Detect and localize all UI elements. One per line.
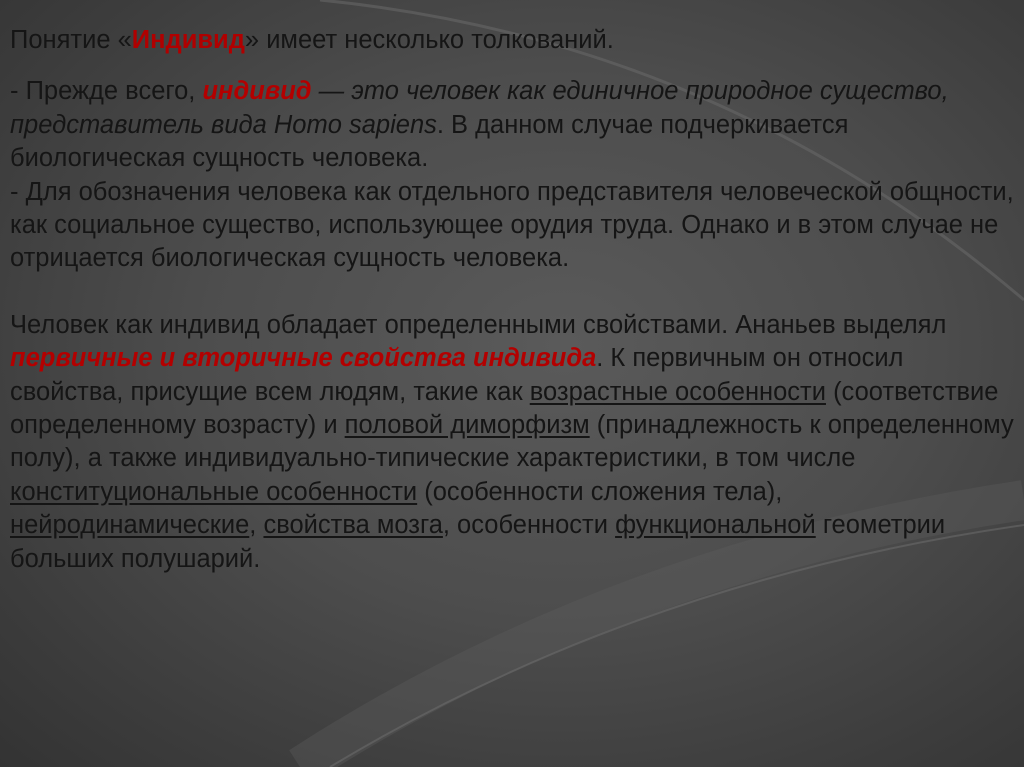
p1-lead: - Прежде всего, xyxy=(10,77,203,106)
underlined-functional: функциональной xyxy=(615,511,816,540)
p3-text-2: . К первичным он относил свойства, присущие всем людям, такие как xyxy=(10,344,904,406)
underlined-neurodynamic: нейродинамические xyxy=(10,511,250,540)
p1-rest: . В данном случае подчеркивается биологическая сущность человека. xyxy=(10,110,849,173)
p3-text-3: (соответствие определенному возрасту) и xyxy=(10,377,999,440)
definition-paragraph-1 xyxy=(10,75,1016,175)
underlined-brain-properties: свойства мозга xyxy=(263,511,443,540)
p3-text-7: , особенности xyxy=(442,511,616,540)
p3-text-4: (принадлежность к определенному полу), а также индивидуально-типические характеристики, в том числе xyxy=(10,411,1014,473)
p3-text-8: геометрии больших полушарий. xyxy=(10,511,946,573)
heading-text-before: Понятие « xyxy=(10,26,132,54)
p3-text-1: Человек как индивид обладает определенными свойствами. Ананьев выделял xyxy=(10,310,947,339)
p3-text-5: (особенности сложения тела), xyxy=(417,477,783,506)
heading-term: Индивид xyxy=(131,26,245,54)
p1-term: индивид xyxy=(202,77,312,106)
p3-text-6: , xyxy=(249,511,264,540)
p3-highlight-properties: первичные и вторичные свойства индивида xyxy=(10,344,597,373)
p1-italic-definition: — это человек как единичное природное существо, представитель вида Homo sapiens xyxy=(10,77,949,139)
underlined-age-features: возрастные особенности xyxy=(529,377,826,406)
definition-paragraph-2: - Для обозначения человека как отдельного представителя человеческой общности, как социальное существо, использующее орудия труда. Однако и в этом случае не отрицается биологическая сущность человека. xyxy=(10,177,1014,273)
slide-heading xyxy=(10,24,1016,57)
underlined-sexual-dimorphism: половой диморфизм xyxy=(344,411,590,440)
underlined-constitutional-features: конституциональные особенности xyxy=(10,477,418,506)
heading-text-after: » имеет несколько толкований. xyxy=(244,26,614,54)
properties-paragraph xyxy=(10,309,1016,576)
slide-content xyxy=(10,24,1016,576)
